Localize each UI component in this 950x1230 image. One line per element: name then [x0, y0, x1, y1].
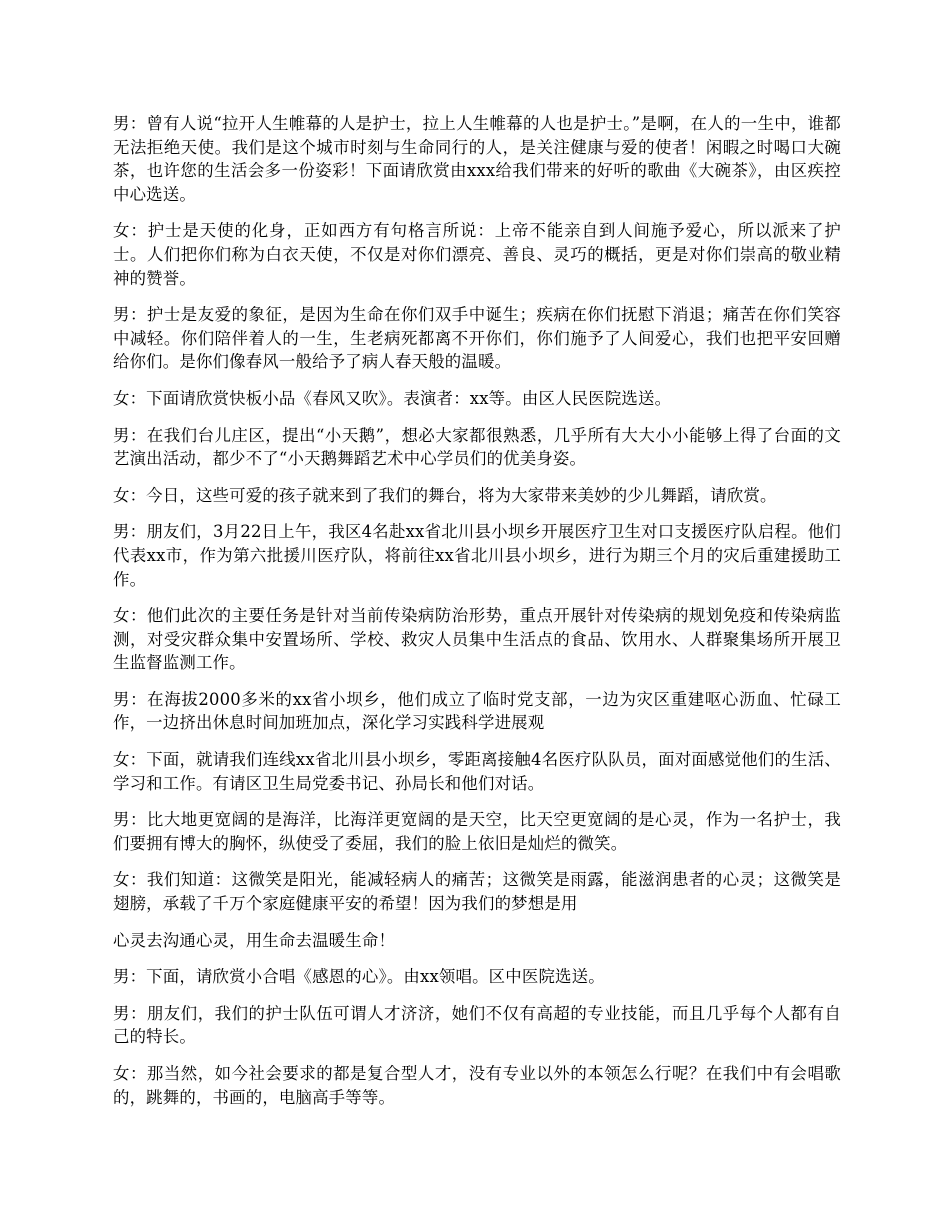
paragraph-13: 心灵去沟通心灵，用生命去温暖生命！	[113, 930, 396, 950]
paragraph-14: 男：下面，请欣赏小合唱《感恩的心》。由xx领唱。区中医院选送。	[113, 967, 605, 987]
paragraph-15: 男：朋友们，我们的护士队伍可谓人才济济，她们不仅有高超的专业技能，而且几乎每个人都有自己的特长。	[113, 1003, 841, 1047]
paragraph-3: 男：护士是友爱的象征，是因为生命在你们双手中诞生；疾病在你们抚慰下消退；痛苦在你们笑容中减轻。你们陪伴着人的一生，生老病死都离不开你们，你们施予了人间爱心，我们也把平安回赠给你们。是你们像春风一般给予了病人春天般的温暖。	[113, 305, 841, 372]
paragraph-7: 男：朋友们，3月22日上午，我区4名赴xx省北川县小坝乡开展医疗卫生对口支援医疗队启程。他们代表xx市，作为第六批援川医疗队，将前往xx省北川县小坝乡，进行为期三个月的灾后重建援助工作。	[113, 522, 841, 589]
paragraph-5: 男：在我们台儿庄区，提出“小天鹅”，想必大家都很熟悉，几乎所有大大小小能够上得了台面的文艺演出活动，都少不了“小天鹅舞蹈艺术中心学员们的优美身姿。	[113, 425, 841, 469]
paragraph-9: 男：在海拔2000多米的xx省小坝乡，他们成立了临时党支部，一边为灾区重建呕心沥血、忙碌工作，一边挤出休息时间加班加点，深化学习实践科学进展观	[113, 689, 841, 733]
paragraph-16: 女：那当然，如今社会要求的都是复合型人才，没有专业以外的本领怎么行呢？在我们中有会唱歌的，跳舞的，书画的，电脑高手等等。	[113, 1064, 841, 1107]
paragraph-1: 男：曾有人说“拉开人生帷幕的人是护士，拉上人生帷幕的人也是护士。”是啊，在人的一生中，谁都无法拒绝天使。我们是这个城市时刻与生命同行的人，是关注健康与爱的使者！闲暇之时喝口大碗茶，也许您的生活会多一份姿彩！下面请欣赏由xxx给我们带来的好听的歌曲《大碗茶》，由区疾控中心选送。	[113, 114, 841, 204]
document-page	[113, 112, 841, 1122]
paragraph-4: 女：下面请欣赏快板小品《春风又吹》。表演者：xx等。由区人民医院选送。	[113, 388, 672, 408]
paragraph-10: 女：下面，就请我们连线xx省北川县小坝乡，零距离接触4名医疗队队员，面对面感觉他们的生活、学习和工作。有请区卫生局党委书记、孙局长和他们对话。	[113, 750, 841, 793]
paragraph-8: 女：他们此次的主要任务是针对当前传染病防治形势，重点开展针对传染病的规划免疫和传染病监测，对受灾群众集中安置场所、学校、救灾人员集中生活点的食品、饮用水、人群聚集场所开展卫生监督监测工作。	[113, 606, 841, 673]
paragraph-2: 女：护士是天使的化身，正如西方有句格言所说：上帝不能亲自到人间施予爱心，所以派来了护士。人们把你们称为白衣天使，不仅是对你们漂亮、善良、灵巧的概括，更是对你们崇高的敬业精神的赞誉。	[113, 221, 841, 288]
paragraph-11: 男：比大地更宽阔的是海洋，比海洋更宽阔的是天空，比天空更宽阔的是心灵，作为一名护士，我们要拥有博大的胸怀，纵使受了委屈，我们的脸上依旧是灿烂的微笑。	[113, 810, 841, 853]
paragraph-12: 女：我们知道：这微笑是阳光，能减轻病人的痛苦；这微笑是雨露，能滋润患者的心灵；这微笑是翅膀，承载了千万个家庭健康平安的希望！因为我们的梦想是用	[113, 870, 841, 914]
paragraph-6: 女：今日，这些可爱的孩子就来到了我们的舞台，将为大家带来美妙的少儿舞蹈，请欣赏。	[113, 485, 777, 505]
